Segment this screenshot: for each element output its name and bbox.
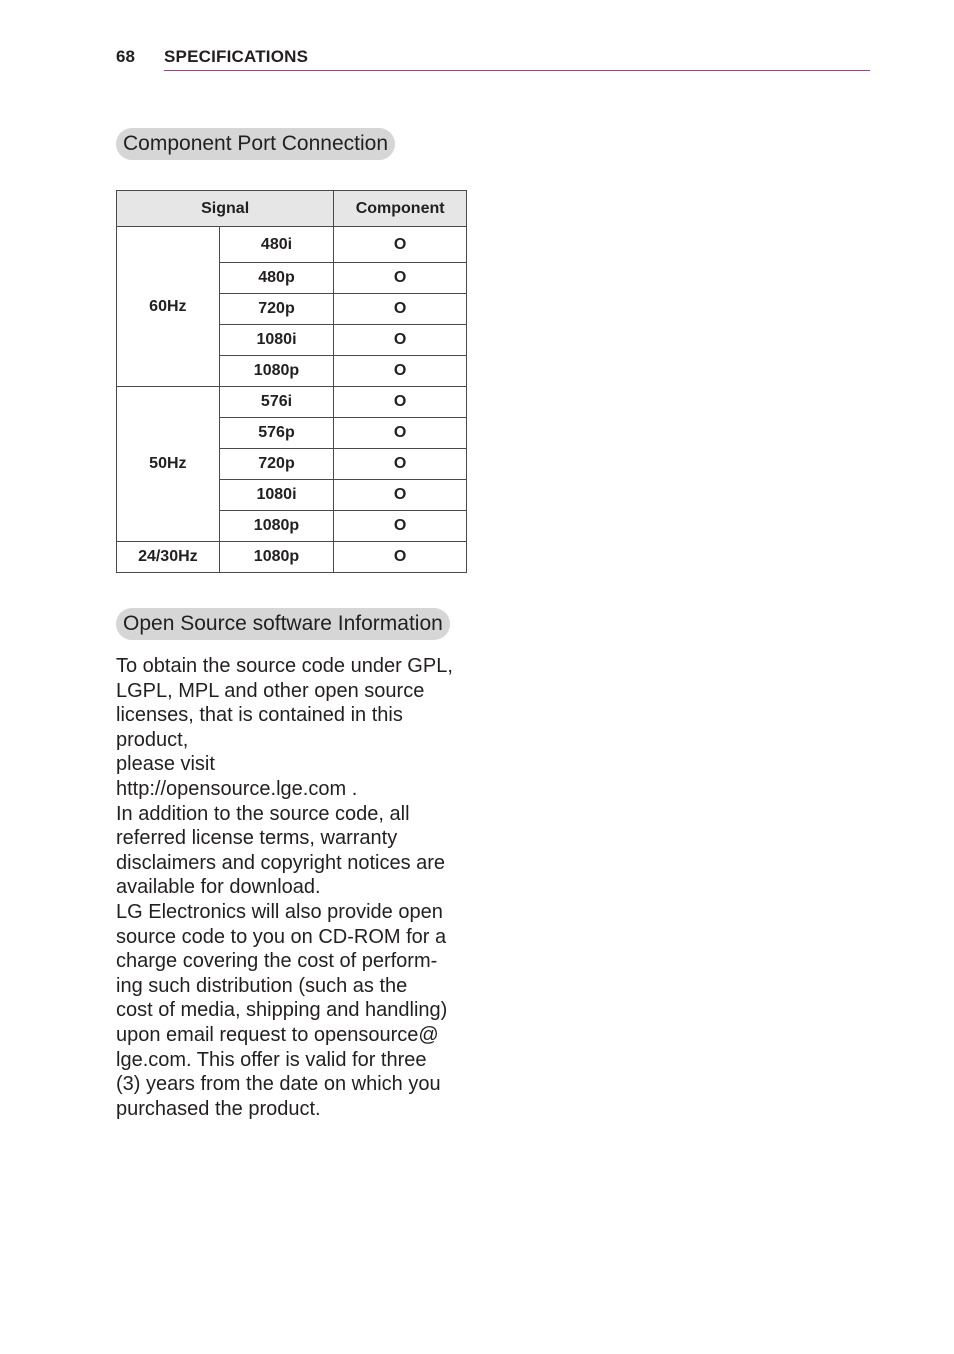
component-cell: O bbox=[334, 325, 467, 356]
component-column-header: Component bbox=[334, 191, 467, 227]
signal-cell: 480p bbox=[219, 263, 334, 294]
signal-cell: 720p bbox=[219, 294, 334, 325]
body-line: source code to you on CD-ROM for a bbox=[116, 925, 447, 948]
signal-column-header: Signal bbox=[117, 191, 334, 227]
body-line: To obtain the source code under GPL, bbox=[116, 655, 453, 677]
frequency-cell: 24/30Hz bbox=[117, 542, 220, 573]
signal-cell: 1080i bbox=[219, 480, 334, 511]
component-cell: O bbox=[334, 511, 467, 542]
body-line: purchased the product. bbox=[116, 1097, 321, 1120]
signal-cell: 1080p bbox=[219, 542, 334, 573]
opensource-url[interactable]: http://opensource.lge.com . bbox=[116, 777, 358, 800]
table-row bbox=[117, 387, 467, 418]
table-row bbox=[117, 227, 467, 263]
frequency-cell: 50Hz bbox=[117, 387, 220, 542]
component-cell: O bbox=[334, 542, 467, 573]
component-cell: O bbox=[334, 418, 467, 449]
frequency-cell: 60Hz bbox=[117, 227, 220, 387]
body-line: In addition to the source code, all bbox=[116, 802, 410, 825]
body-line: available for download. bbox=[116, 876, 321, 899]
body-line: charge covering the cost of perform- bbox=[116, 950, 438, 973]
body-line: referred license terms, warranty bbox=[116, 827, 398, 850]
open-source-body bbox=[116, 654, 476, 1121]
body-line: licenses, that is contained in this bbox=[116, 704, 403, 727]
open-source-heading: Open Source software Information bbox=[116, 608, 450, 640]
signal-cell: 1080i bbox=[219, 325, 334, 356]
signal-cell: 480i bbox=[219, 227, 334, 263]
body-line: LGPL, MPL and other open source bbox=[116, 679, 425, 702]
component-cell: O bbox=[334, 480, 467, 511]
body-line: cost of media, shipping and handling) bbox=[116, 999, 448, 1022]
signal-cell: 576i bbox=[219, 387, 334, 418]
body-line: ing such distribution (such as the bbox=[116, 974, 408, 997]
table-row bbox=[117, 542, 467, 573]
component-cell: O bbox=[334, 387, 467, 418]
signal-cell: 1080p bbox=[219, 356, 334, 387]
component-port-heading: Component Port Connection bbox=[116, 128, 395, 160]
body-line: LG Electronics will also provide open bbox=[116, 900, 443, 923]
component-cell: O bbox=[334, 294, 467, 325]
component-cell: O bbox=[334, 263, 467, 294]
body-line: product, bbox=[116, 728, 189, 751]
header-rule bbox=[164, 70, 870, 71]
component-cell: O bbox=[334, 449, 467, 480]
body-line: disclaimers and copyright notices are bbox=[116, 851, 446, 874]
signal-cell: 720p bbox=[219, 449, 334, 480]
page-number: 68 bbox=[116, 47, 135, 66]
signal-cell: 576p bbox=[219, 418, 334, 449]
component-cell: O bbox=[334, 356, 467, 387]
body-line: upon email request to opensource@ bbox=[116, 1023, 439, 1046]
component-cell: O bbox=[334, 227, 467, 263]
body-line: (3) years from the date on which you bbox=[116, 1073, 441, 1096]
body-line: lge.com. This offer is valid for three bbox=[116, 1048, 427, 1071]
body-line: please visit bbox=[116, 753, 215, 776]
component-signal-table bbox=[116, 190, 467, 573]
signal-cell: 1080p bbox=[219, 511, 334, 542]
section-header: SPECIFICATIONS bbox=[164, 47, 309, 66]
